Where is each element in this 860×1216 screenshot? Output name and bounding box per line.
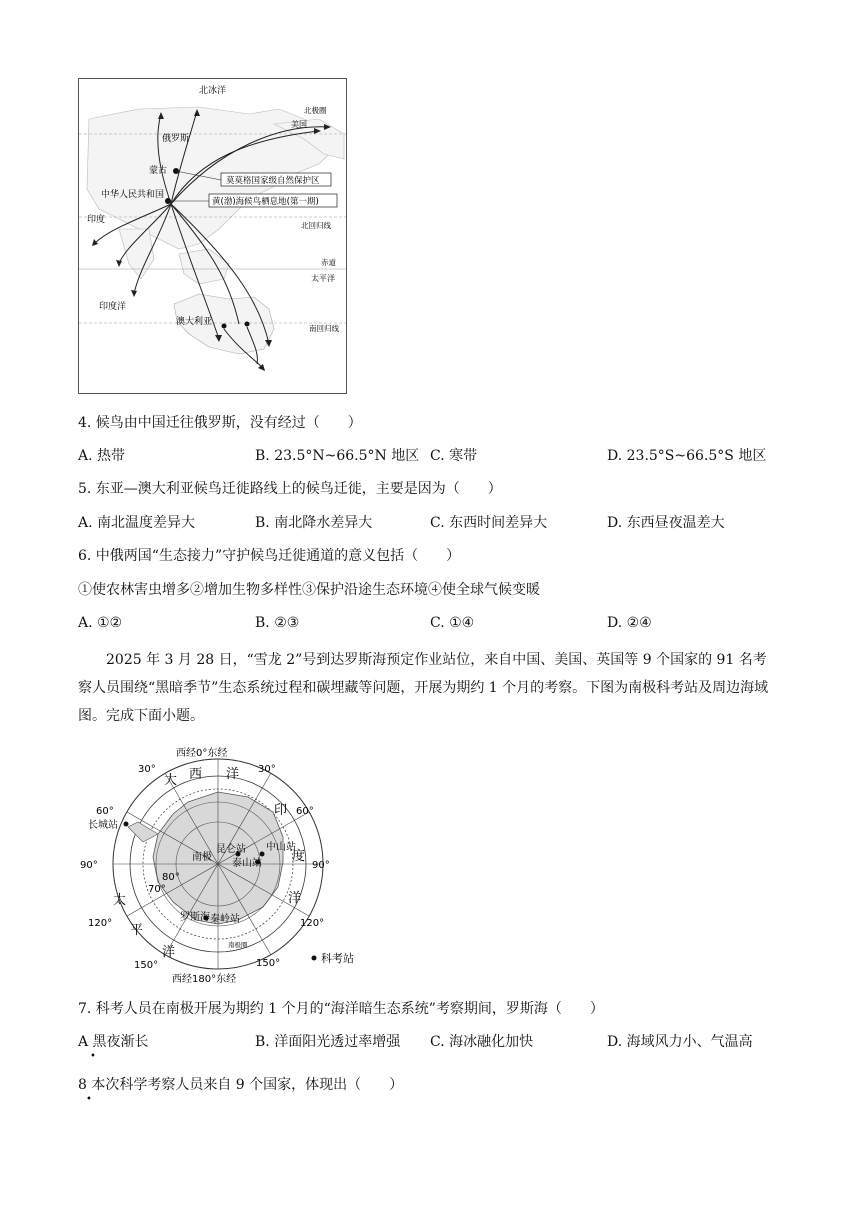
label-indian-3: 洋 xyxy=(288,891,302,906)
question-5-stem: 5. 东亚—澳大利亚候鸟迁徙路线上的候鸟迁徙，主要是因为（ ） xyxy=(78,481,502,497)
q7-option-b[interactable]: B. 洋面阳光透过率增强 xyxy=(255,1034,401,1050)
label-equator: 赤道 xyxy=(321,258,336,267)
question-8-stem: 8 本次科学考察人员来自 9 个国家，体现出（ ） xyxy=(78,1077,404,1093)
label-indian-ocean: 印度洋 xyxy=(99,302,127,312)
label-yellow-sea: 黄(渤)海候鸟栖息地(第一期) xyxy=(212,197,319,207)
label-mongolia: 蒙古 xyxy=(149,166,168,176)
label-indian-2: 度 xyxy=(292,849,306,864)
q5-option-b[interactable]: B. 南北降水差异大 xyxy=(255,515,373,531)
label-30-east: 30° xyxy=(258,764,276,775)
q6-option-b[interactable]: B. ②③ xyxy=(255,615,300,631)
q7-option-d[interactable]: D. 海域风力小、气温高 xyxy=(607,1034,753,1050)
label-australia: 澳大利亚 xyxy=(176,317,213,327)
question-4-stem: 4. 候鸟由中国迁往俄罗斯，没有经过（ ） xyxy=(78,415,362,431)
emphasis-dot: • xyxy=(86,1094,92,1105)
label-90-west: 90° xyxy=(80,860,98,871)
label-ross-sea: 罗斯海 xyxy=(180,912,210,923)
label-south-pole: 南极 xyxy=(192,852,212,863)
label-150-west: 150° xyxy=(134,960,159,971)
label-90-east: 90° xyxy=(312,860,330,871)
label-150-east: 150° xyxy=(256,958,281,969)
q4-option-a[interactable]: A. 热带 xyxy=(78,448,126,464)
label-indian-1: 印 xyxy=(274,803,288,818)
label-70-deg: 70° xyxy=(148,884,166,895)
label-qinling-station: 秦岭站 xyxy=(210,914,240,925)
label-arctic-circle: 北极圈 xyxy=(304,106,327,115)
label-80-deg: 80° xyxy=(162,872,180,883)
q7-option-a[interactable]: A 黑夜渐长 xyxy=(78,1034,149,1050)
label-taishan-station: 泰山站 xyxy=(232,858,262,869)
label-120-east: 120° xyxy=(300,918,325,929)
label-usa: 美国 xyxy=(291,120,307,129)
label-atlantic-2: 西 xyxy=(189,767,203,782)
label-60-west: 60° xyxy=(96,806,114,817)
label-zhongshan-station: 中山站 xyxy=(266,842,296,853)
question-6-items: ①使农林害虫增多②增加生物多样性③保护沿途生态环境④使全球气候变暖 xyxy=(78,582,540,598)
passage-text: 2025 年 3 月 28 日，“雪龙 2”号到达罗斯海预定作业站位，来自中国、美国、英国等 9 个国家的 91 名考察人员围绕“黑暗季节”生态系统过程和碳埋藏等问题，开展为期约 1 个月的考察。下图为南极科考站及周边海域图。完成下面小题。 xyxy=(78,652,769,724)
label-top-meridian: 西经0°东经 xyxy=(176,748,228,759)
migration-map xyxy=(78,78,347,394)
q6-option-a[interactable]: A. ①② xyxy=(78,615,123,631)
antarctica-map xyxy=(78,742,378,990)
q4-option-d[interactable]: D. 23.5°S~66.5°S 地区 xyxy=(607,448,767,464)
q7-option-c[interactable]: C. 海冰融化加快 xyxy=(430,1034,534,1050)
label-tropic-capricorn: 南回归线 xyxy=(309,324,339,333)
label-pacific-3: 洋 xyxy=(162,945,176,960)
migration-map-svg xyxy=(79,79,346,393)
label-120-west: 120° xyxy=(88,918,113,929)
reading-passage xyxy=(78,646,778,730)
label-atlantic-3: 洋 xyxy=(226,767,240,782)
label-antarctic-circle: 南极圈 xyxy=(228,941,248,949)
label-kunlun-station: 昆仑站 xyxy=(216,844,246,855)
label-pacific: 太平洋 xyxy=(311,274,335,283)
label-changcheng-station: 长城站 xyxy=(88,820,118,831)
label-momoge: 莫莫格国家级自然保护区 xyxy=(226,176,320,186)
q5-option-d[interactable]: D. 东西昼夜温差大 xyxy=(607,515,725,531)
australia-point-2 xyxy=(245,322,250,327)
se-asia-shape xyxy=(179,249,229,284)
legend-dot xyxy=(312,956,317,961)
label-russia: 俄罗斯 xyxy=(162,134,190,144)
legend-research-station: 科考站 xyxy=(321,952,354,965)
q5-option-a[interactable]: A. 南北温度差异大 xyxy=(78,515,196,531)
label-pacific-2: 平 xyxy=(130,923,144,938)
q6-option-d[interactable]: D. ②④ xyxy=(607,615,652,631)
label-tropic-cancer: 北回归线 xyxy=(301,221,331,230)
label-60-east: 60° xyxy=(296,806,314,817)
q4-option-b[interactable]: B. 23.5°N~66.5°N 地区 xyxy=(255,448,420,464)
question-7-stem: 7. 科考人员在南极开展为期约 1 个月的“海洋暗生态系统”考察期间，罗斯海（ ） xyxy=(78,1001,604,1017)
label-china: 中华人民共和国 xyxy=(101,190,165,200)
label-india: 印度 xyxy=(87,215,106,225)
q6-option-c[interactable]: C. ①④ xyxy=(430,615,475,631)
label-30-west: 30° xyxy=(138,764,156,775)
australia-point-1 xyxy=(222,324,227,329)
label-arctic-ocean: 北冰洋 xyxy=(199,86,227,96)
label-atlantic-1: 大 xyxy=(164,773,178,788)
question-6-stem: 6. 中俄两国“生态接力”守护候鸟迁徙通道的意义包括（ ） xyxy=(78,548,461,564)
q4-option-c[interactable]: C. 寒带 xyxy=(430,448,478,464)
label-pacific-1: 太 xyxy=(113,893,127,908)
label-bottom-meridian: 西经180°东经 xyxy=(172,974,237,985)
q5-option-c[interactable]: C. 东西时间差异大 xyxy=(430,515,548,531)
emphasis-dot: • xyxy=(90,1051,96,1062)
